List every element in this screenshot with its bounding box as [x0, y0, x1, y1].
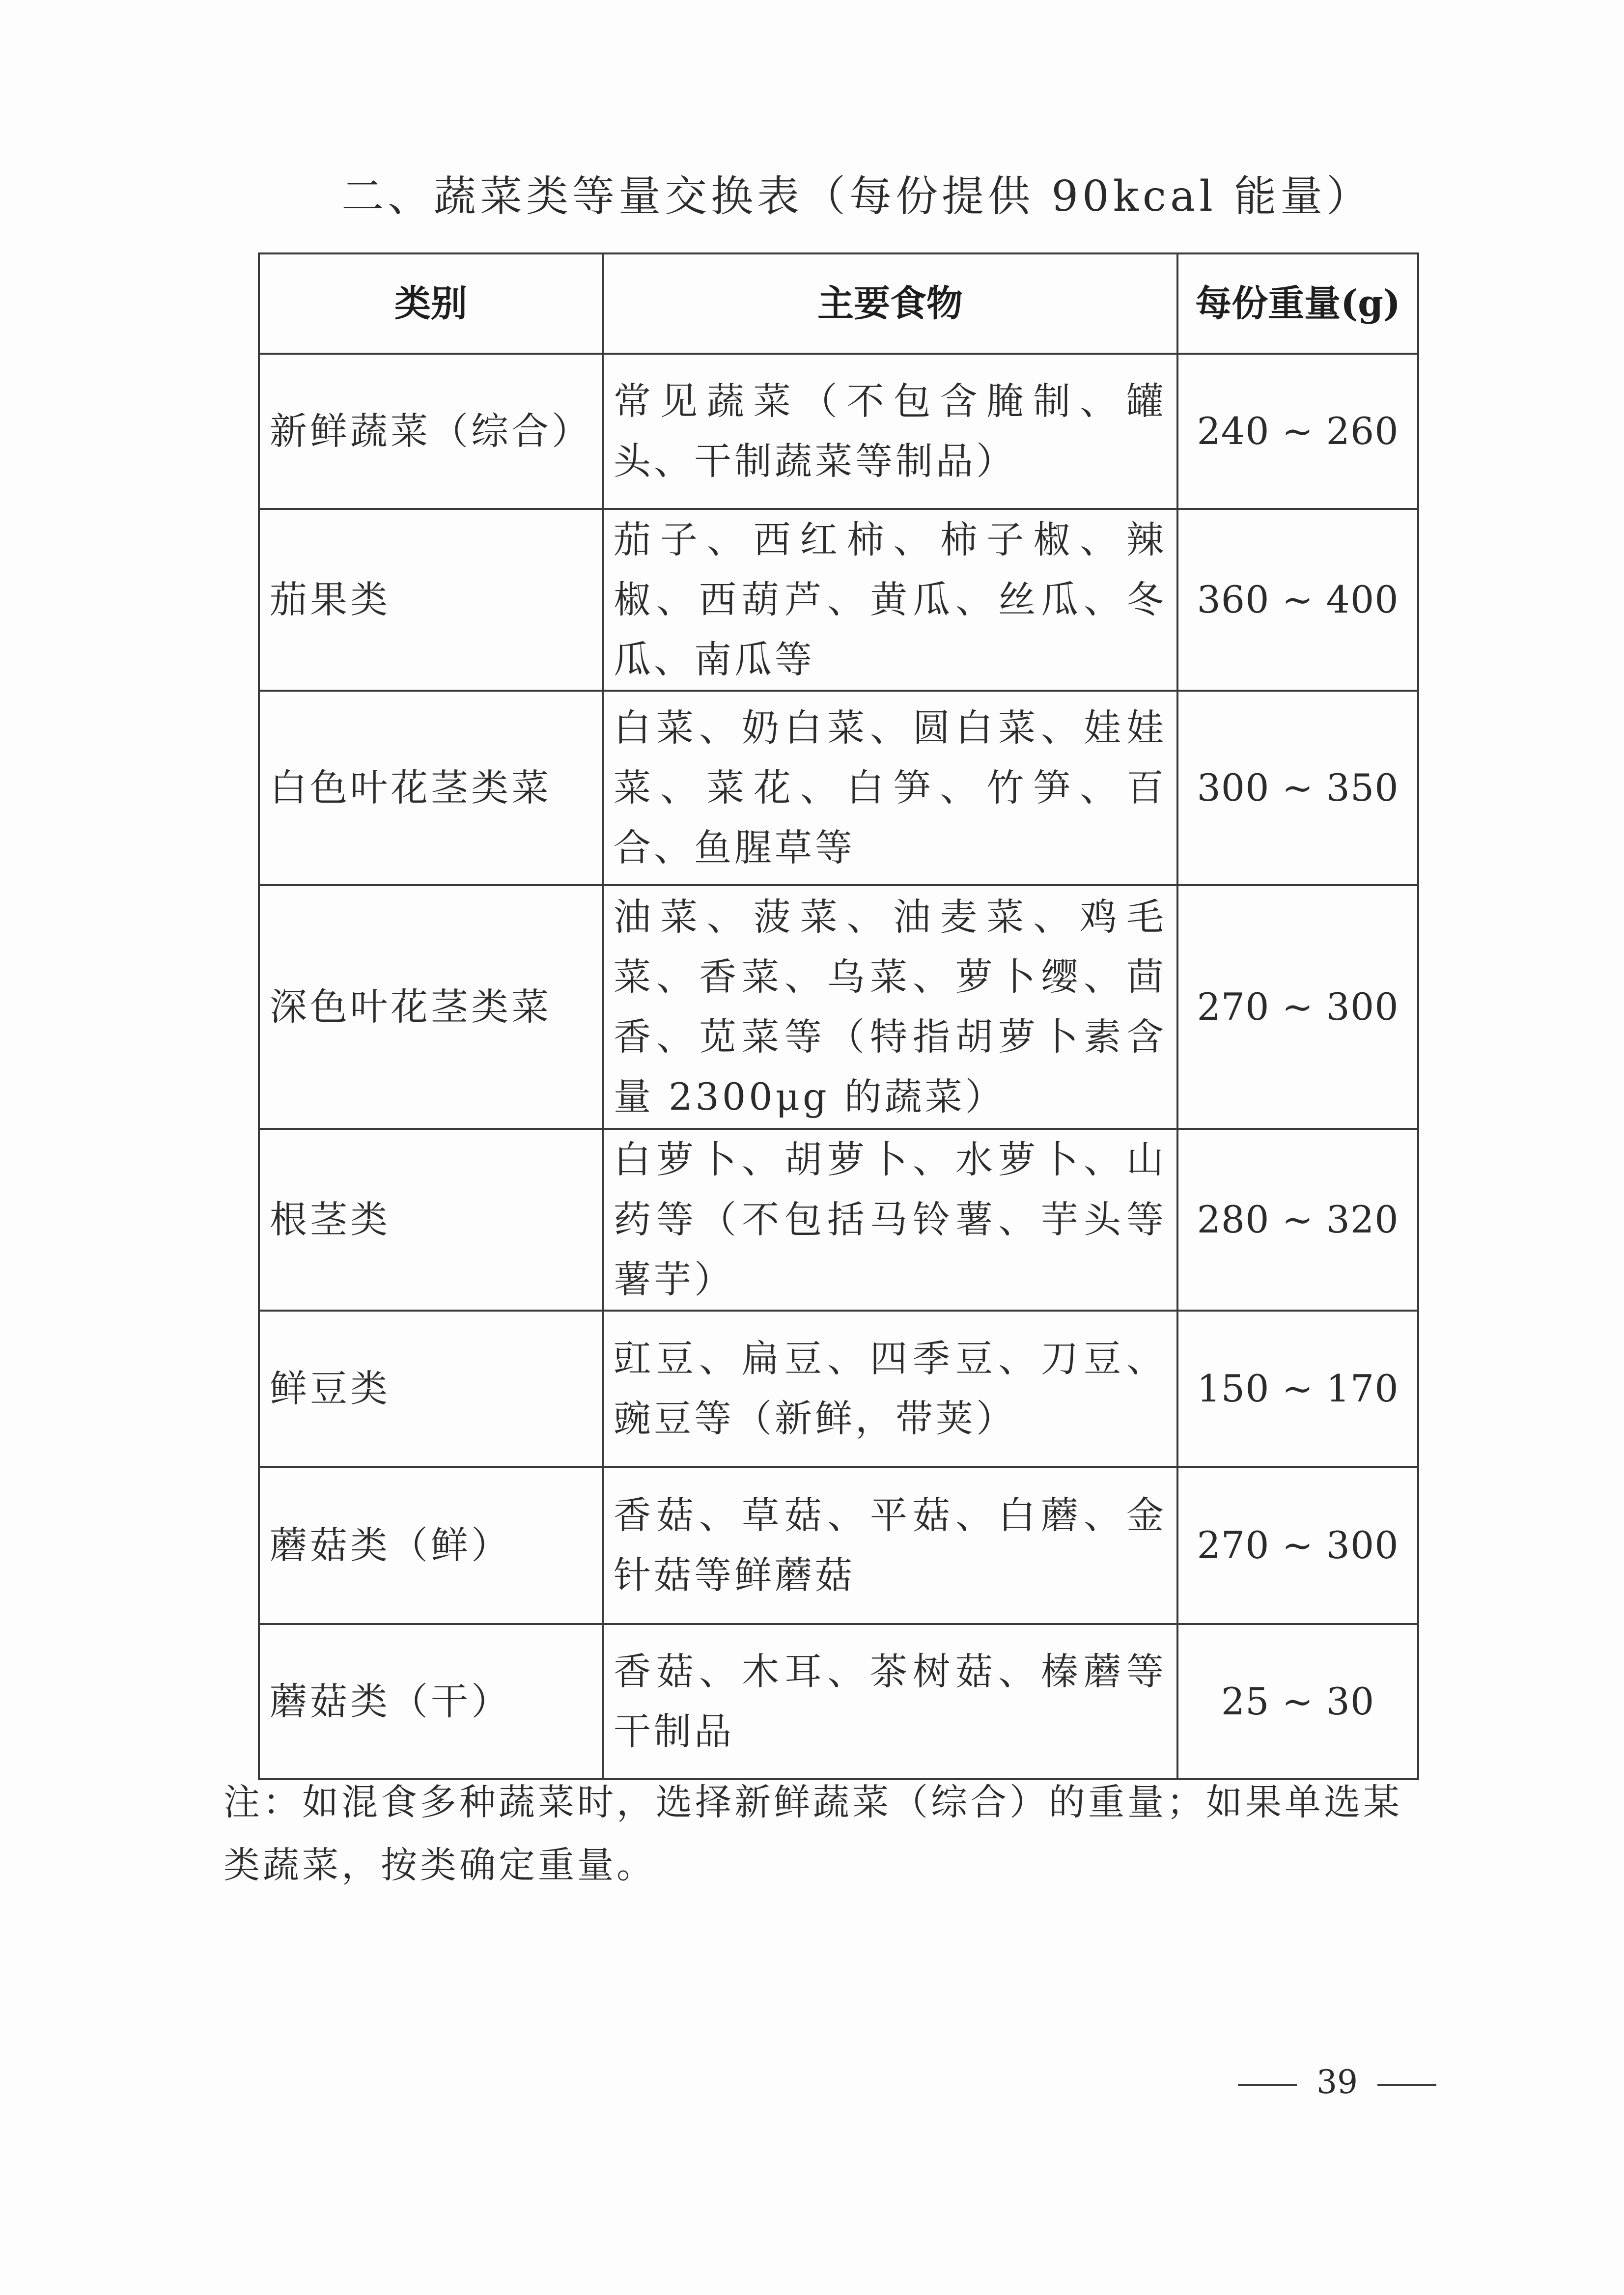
table-row — [259, 885, 1418, 1129]
page-number-value: 39 — [1316, 2063, 1358, 2101]
table-footnote: 注：如混食多种蔬菜时，选择新鲜蔬菜（综合）的重量；如果单选某类蔬菜，按类确定重量。 — [224, 1781, 1402, 1886]
table-header-row — [259, 253, 1418, 354]
table-row — [259, 354, 1418, 509]
header-weight-per-serving: 每份重量(g) — [1177, 253, 1418, 354]
foods-cell: 茄子、西红柿、柿子椒、辣椒、西葫芦、黄瓜、丝瓜、冬瓜、南瓜等 — [603, 509, 1177, 691]
table-row — [259, 691, 1418, 885]
header-main-foods: 主要食物 — [603, 253, 1177, 354]
weight-cell: 25 ~ 30 — [1177, 1624, 1418, 1779]
header-category: 类别 — [259, 253, 603, 354]
page-number — [1218, 2063, 1456, 2101]
vegetable-exchange-table — [258, 252, 1419, 1780]
foods-cell: 豇豆、扁豆、四季豆、刀豆、豌豆等（新鲜，带荚） — [603, 1311, 1177, 1467]
weight-cell: 150 ~ 170 — [1177, 1311, 1418, 1467]
category-cell: 蘑菇类（干） — [259, 1624, 603, 1779]
table-row — [259, 1624, 1418, 1779]
weight-cell: 280 ~ 320 — [1177, 1129, 1418, 1311]
category-cell: 新鲜蔬菜（综合） — [259, 354, 603, 509]
table-row — [259, 1467, 1418, 1624]
foods-cell: 油菜、菠菜、油麦菜、鸡毛菜、香菜、乌菜、萝卜缨、茴香、苋菜等（特指胡萝卜素含量 2300μg 的蔬菜） — [603, 885, 1177, 1129]
table-row — [259, 1129, 1418, 1311]
category-cell: 蘑菇类（鲜） — [259, 1467, 603, 1624]
weight-cell: 300 ~ 350 — [1177, 691, 1418, 885]
weight-cell: 270 ~ 300 — [1177, 1467, 1418, 1624]
category-cell: 鲜豆类 — [259, 1311, 603, 1467]
weight-cell: 360 ~ 400 — [1177, 509, 1418, 691]
weight-cell: 240 ~ 260 — [1177, 354, 1418, 509]
foods-cell: 白菜、奶白菜、圆白菜、娃娃菜、菜花、白笋、竹笋、百合、鱼腥草等 — [603, 691, 1177, 885]
dash-left — [1238, 2084, 1297, 2086]
table-title: 二、蔬菜类等量交换表（每份提供 90kcal 能量） — [341, 172, 1373, 221]
category-cell: 茄果类 — [259, 509, 603, 691]
table-row — [259, 1311, 1418, 1467]
foods-cell: 常见蔬菜（不包含腌制、罐头、干制蔬菜等制品） — [603, 354, 1177, 509]
category-cell: 深色叶花茎类菜 — [259, 885, 603, 1129]
foods-cell: 香菇、草菇、平菇、白蘑、金针菇等鲜蘑菇 — [603, 1467, 1177, 1624]
category-cell: 根茎类 — [259, 1129, 603, 1311]
dash-right — [1377, 2084, 1436, 2086]
table-row — [259, 509, 1418, 691]
foods-cell: 白萝卜、胡萝卜、水萝卜、山药等（不包括马铃薯、芋头等薯芋） — [603, 1129, 1177, 1311]
weight-cell: 270 ~ 300 — [1177, 885, 1418, 1129]
foods-cell: 香菇、木耳、茶树菇、榛蘑等干制品 — [603, 1624, 1177, 1779]
category-cell: 白色叶花茎类菜 — [259, 691, 603, 885]
